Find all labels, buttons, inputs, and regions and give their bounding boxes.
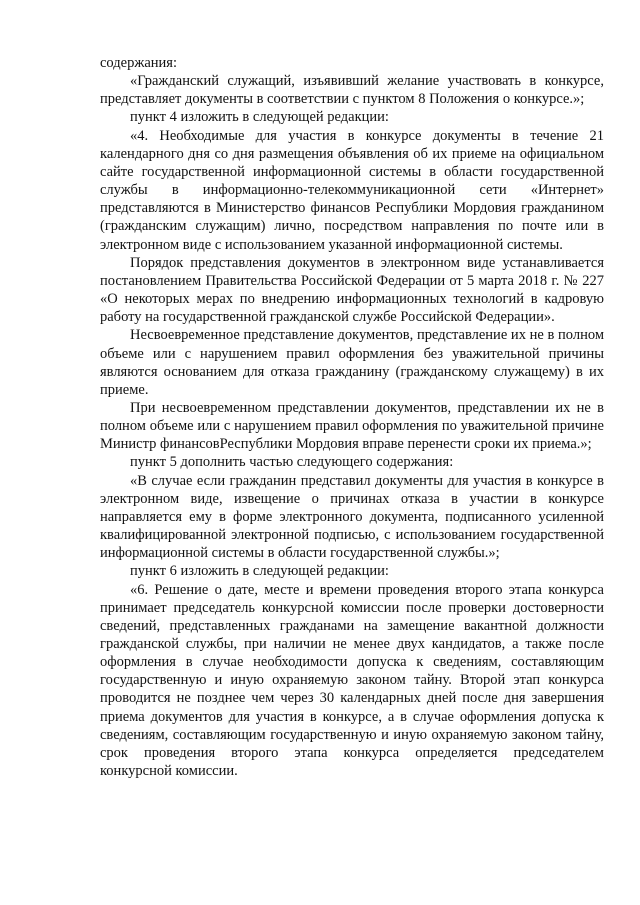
paragraph-untimely-submission: Несвоевременное представление документов, представление их не в полном объеме или с нарушением правил оформления без уважительной причины являются основанием для отказа гражданину (гражданскому служащему) в их приеме. <box>100 327 604 398</box>
paragraph-item-6-text: «6. Решение о дате, месте и времени проведения второго этапа конкурса принимает председатель конкурсной комиссии после проверки достоверности сведений, представленных гражданами на замещение вакантной должности гражданской службы, при наличии не менее двух кандидатов, а также после оформления в случае необходимости допуска к сведениям, составляющим государственную и иную охраняемую законом тайну. Второй этап конкурса проводится не позднее чем через 30 календарных дней после дня завершения приема документов для участия в конкурсе, а в случае оформления допуска к сведениям, составляющим государственную и иную охраняемую законом тайну, срок проведения второго этапа конкурса определяется председателем конкурсной комиссии. <box>100 581 604 780</box>
paragraph-quote-civil-servant: «Гражданский служащий, изъявивший желание участвовать в конкурсе, представляет документы в соответствии с пунктом 8 Положения о конкурсе.»; <box>100 73 604 108</box>
paragraph-electronic-procedure: Порядок представления документов в электронном виде устанавливается постановлением Правительства Российской Федерации от 5 марта 2018 г. № 227 «О некоторых мерах по внедрению информационных технологий в кадровую работу на государственной гражданской службе Российской Федерации». <box>100 254 604 326</box>
paragraph-intro-tail: содержания: <box>100 55 178 71</box>
paragraph-item-4-text: «4. Необходимые для участия в конкурсе документы в течение 21 календарного дня со дня размещения объявления об их приеме на официальном сайте государственной информационной системы в области государственной службы в информационно-телекоммуникационной сети «Интернет» представляются в Министерство финансов Республики Мордовия гражданином (гражданским служащим) лично, посредством направления по почте или в электронном виде с использованием указанной информационной системы. <box>100 127 604 253</box>
paragraph-item-6-instruction: пункт 6 изложить в следующей редакции: <box>130 563 389 580</box>
document-page <box>100 54 604 780</box>
paragraph-item-4-instruction: пункт 4 изложить в следующей редакции: <box>130 109 389 126</box>
paragraph-item-5-text: «В случае если гражданин представил документы для участия в конкурсе в электронном виде, извещение о причинах отказа в участии в конкурсе направляется ему в форме электронного документа, подписанного усиленной квалифицированной электронной подписью, с использованием государственной информационной системы в области государственной службы.»; <box>100 472 604 562</box>
paragraph-item-5-instruction: пункт 5 дополнить частью следующего содержания: <box>130 454 454 471</box>
paragraph-valid-reason: При несвоевременном представлении документов, представлении их не в полном объеме или с нарушением правил оформления по уважительной причине Министр финансовРеспублики Мордовия вправе перенести сроки их приема.»; <box>100 399 604 453</box>
